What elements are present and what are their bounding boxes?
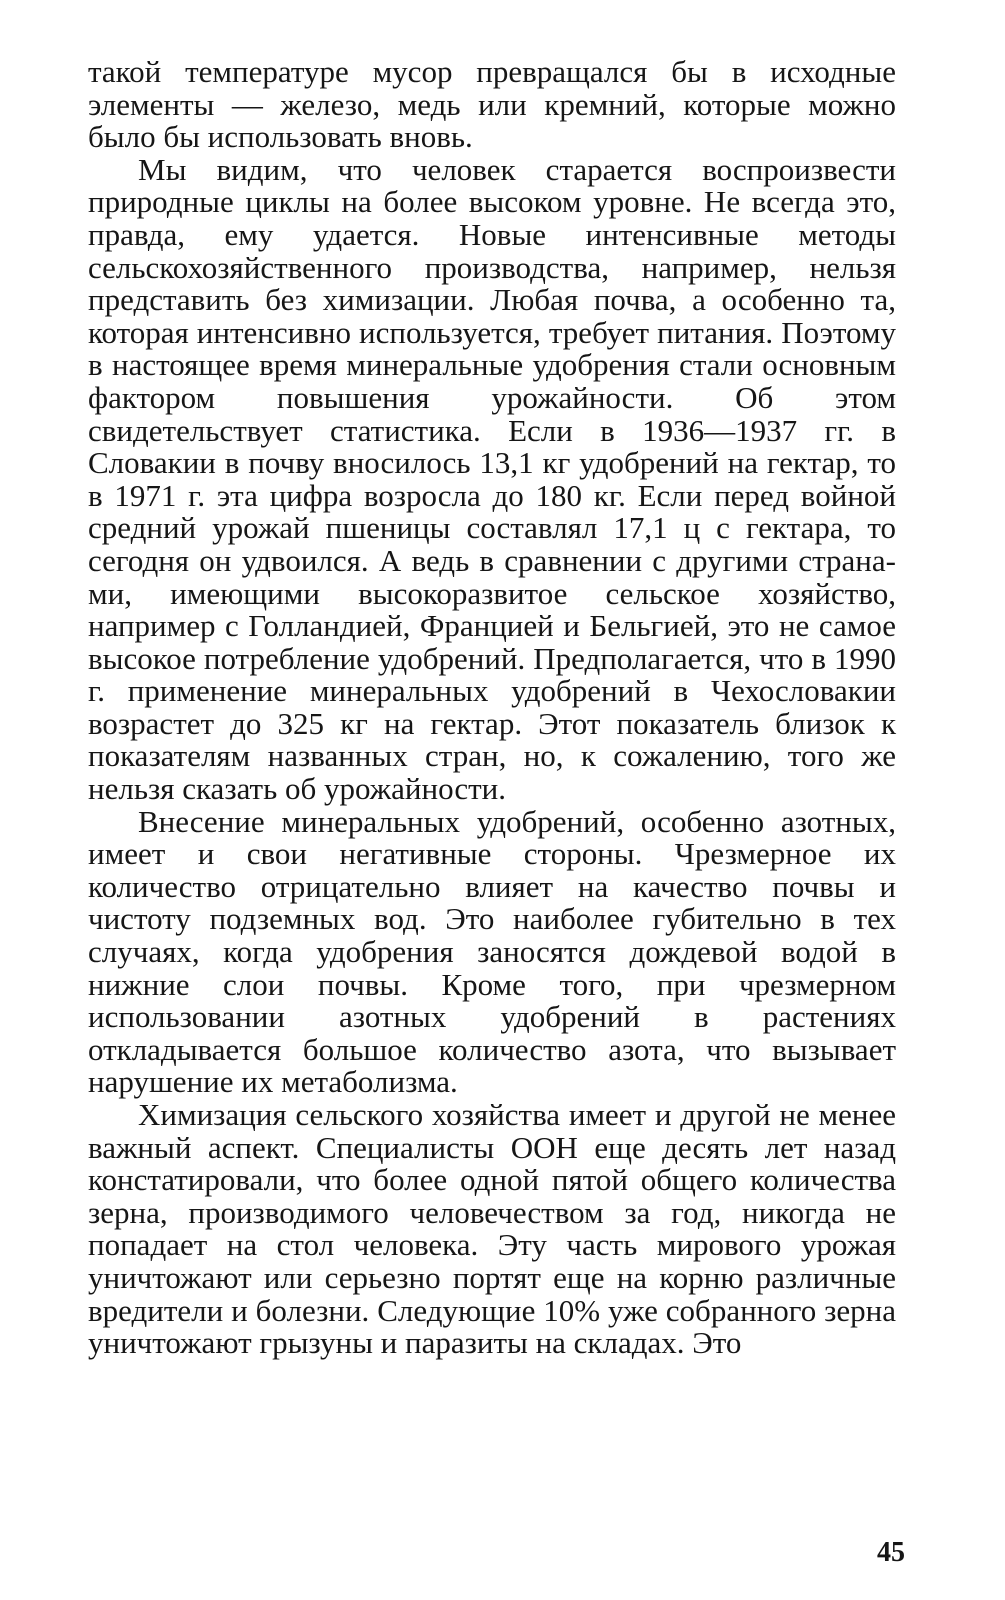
paragraph-1: такой температуре мусор превращался бы в исходные элементы — железо, медь или кремний, которые можно было бы использовать вновь. [88, 54, 896, 155]
page-text [88, 56, 896, 1360]
paragraph-2: Мы видим, что человек старается воспроизвести природные циклы на более высоком уровне. Не всегда это, правда, ему удается. Новые интенсивные методы сельскохозяйственного производства, например, нельзя представить без химизации. Любая почва, а особенно та, которая интенсивно используется, требует питания. Поэтому в настоящее время минеральные удобрения стали основным фактором повышения урожайности. Об этом свидетельствует статистика. Если в 1936—1937 гг. в Словакии в почву вносилось 13,1 кг удобрений на гектар, то в 1971 г. эта цифра возросла до 180 кг. Если перед войной средний урожай пшеницы составлял 17,1 ц с гектара, то сегодня он удвоился. А ведь в сравнении с другими странами, имеющими высокоразвитое сельское хозяйство, например с Голландией, Францией и Бельгией, это не самое высокое потребление удобрений. Предполагается, что в 1990 г. применение минеральных удобрений в Чехословакии возрастет до 325 кг на гектар. Этот показатель близок к показателям названных стран, но, к сожалению, того же нельзя сказать об урожайности. [88, 151, 896, 807]
paragraph-3: Внесение минеральных удобрений, особенно азотных, имеет и свои негативные стороны. Чрезмерное их количество отрицательно влияет на качество почвы и чистоту подземных вод. Это наиболее губительно в тех случаях, когда удобрения заносятся дождевой водой в нижние слои почвы. Кроме того, при чрезмерном использовании азотных удобрений в растениях откладывается большое количество азота, что вызывает нарушение их метаболизма. [88, 803, 896, 1100]
paragraph-4: Химизация сельского хозяйства имеет и другой не менее важный аспект. Специалисты ООН еще десять лет назад констатировали, что более одной пятой общего количества зерна, производимого человечеством за год, никогда не попадает на стол человека. Эту часть мирового урожая уничтожают или серьезно портят еще на корню различные вредители и болезни. Следующие 10% уже собранного зерна уничтожают грызуны и паразиты на складах. Это [88, 1097, 896, 1361]
page-number: 45 [877, 1537, 905, 1568]
